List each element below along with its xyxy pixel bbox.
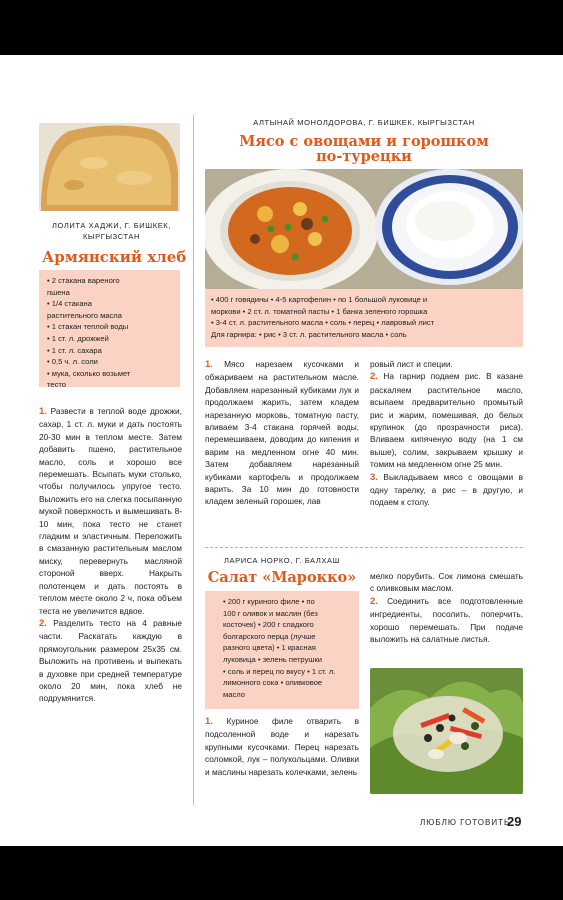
magazine-page <box>0 55 563 846</box>
salad-author: ЛАРИСА НОРКО, Г. БАЛХАШ <box>223 556 341 565</box>
bread-author: ЛОЛИТА ХАДЖИ, Г. БИШКЕК, КЫРГЫЗСТАН <box>52 221 171 241</box>
bottom-black-bar <box>0 846 563 900</box>
bread-photo <box>39 123 180 211</box>
bread-ingredients: • 2 стакана вареного пшена • 1/4 стакана растительного масла • 1 стакан теплой воды • 1 ст. л. дрожжей • 1 ст. л. сахара • 0,5 ч. л. соли • мука, сколько возьмет тесто <box>39 270 180 387</box>
bread-steps <box>39 405 182 705</box>
bread-title: Армянский хлеб <box>42 248 187 266</box>
top-black-bar <box>0 0 563 55</box>
bread-step-1: 1. Развести в теплой воде дрожжи, сахар, 1 ст. л. муки и дать постоять 20-30 мин в теплом месте. Затем добавить пшено, растительное масло, соль и хорошо все перемешать. Всыпать муки столько, чтобы получилось упругое тесто. Выложить его на слегка посыпанную мукой поверхность и вымешивать 8-10 мин, пока тесто не станет гладким и эластичным. Переложить в смазанную растительным маслом миску, перевернуть масляной стороной вверх. Накрыть полотенцем и дать постоять в теплом месте около 2 ч, пока объем теста не увеличится вдвое. <box>39 406 182 616</box>
meat-photo <box>205 169 523 289</box>
salad-photo <box>370 668 523 794</box>
page-number: 29 <box>507 814 522 829</box>
meat-ingredients: • 400 г говядины • 4-5 картофелин • по 1 большой луковице и моркови • 2 ст. л. томатной пасты • 1 банка зеленого горошка • 3-4 ст. л. растительного масла • соль • перец • лавровый лист Для гарнира: • рис • 3 ст. л. растительного масла • соль <box>205 289 523 347</box>
salad-column-2: мелко порубить. Сок лимона смешать с оливковым маслом. 2. Соединить все подготовленные ингредиенты, посолить, поперчить, хорошо перемешать. При подаче выложить на салатные листья. <box>370 571 523 645</box>
salad-column-1: 1. Куриное филе отварить в подсоленной воде и нарезать крупными кусочками. Перец нарезать соломкой, лук – полукольцами. Оливки и маслины нарезать колечками, зелень <box>205 716 359 777</box>
footer-magazine-name: ЛЮБЛЮ ГОТОВИТЬ <box>420 818 511 827</box>
meat-column-2: ровый лист и специи. 2. На гарнир подаем рис. В казане раскаляем растительное масло, всыпаем предварительно промытый рис и жарим, помешивая, до белых крупинок (до прозрачности риса). Вливаем кипяченую воду (на 1 см выше), солим, закрываем крышку и томим на медленном огне 25 мин. 3. Выкладываем мясо с овощами в одну тарелку, а рис – в другую, и подаем к столу. <box>370 359 523 508</box>
salad-ingredients: • 200 г куриного филе • по 100 г оливок и маслин (без косточек) • 200 г сладкого болгарского перца (лучше разного цвета) • 1 красная луковица • зелень петрушки • соль и перец по вкусу • 1 ст. л. лимонного сока • оливковое масло <box>205 591 359 709</box>
salad-title: Салат «Марокко» <box>207 569 357 586</box>
bread-step-2: 2. Разделить тесто на 4 равные части. Раскатать каждую в прямоугольник размером 25x35 см. Выложить на противень и выпекать в духовке при средней температуре около 20 мин, пока хлеб не подрумянится. <box>39 617 182 704</box>
column-divider <box>193 115 194 805</box>
meat-column-1: 1. Мясо нарезаем кусочками и обжариваем на растительном масле. Добавляем нарезанный кубиками лук и продолжаем жарить, затем кладем нарезанную морковь, томатную пасту, вливаем 3-4 стакана горячей воды, перемешиваем, доводим до кипения и варим на медленном огне 40 мин. Затем добавляем нарезанный кубиками картофель и продолжаем варить. За 10 мин до готовности кладем зеленый горошек, лав <box>205 359 359 507</box>
section-divider <box>205 547 523 548</box>
meat-author: АЛТЫНАЙ МОНОЛДОРОВА, Г. БИШКЕК, КЫРГЫЗСТАН <box>253 118 475 127</box>
meat-title: Мясо с овощами и горошком по-турецки <box>239 133 489 165</box>
